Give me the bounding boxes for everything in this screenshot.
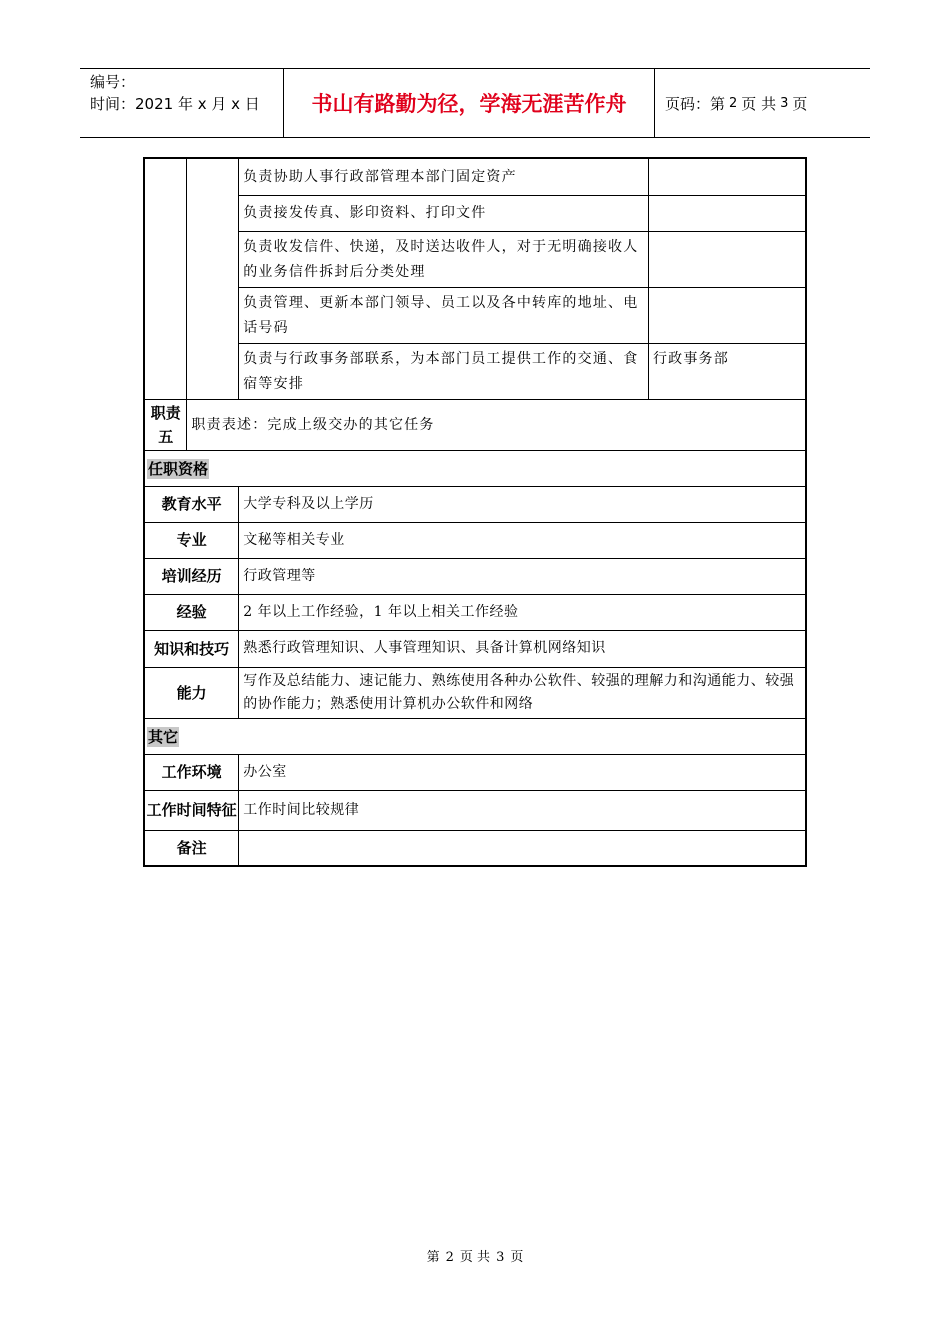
duty-dept: 行政事务部 (648, 343, 806, 399)
qualification-row (144, 594, 806, 630)
qualification-label: 经验 (144, 594, 239, 630)
duty-text: 负责收发信件、快递，及时送达收件人，对于无明确接收人的业务信件拆封后分类处理 (239, 231, 649, 287)
duty-five-statement: 职责表述：完成上级交办的其它任务 (187, 399, 806, 450)
header-page-number (655, 69, 870, 137)
qualification-value: 熟悉行政管理知识、人事管理知识、具备计算机网络知识 (239, 630, 806, 667)
duty-dept (648, 195, 806, 231)
header-meta (80, 69, 283, 137)
qualification-value: 行政管理等 (239, 558, 806, 594)
qualification-value: 大学专科及以上学历 (239, 486, 806, 522)
qualification-row (144, 486, 806, 522)
other-label: 工作时间特征 (144, 790, 239, 830)
page-current: 2 (729, 95, 738, 111)
other-label: 备注 (144, 830, 239, 866)
duty-category-cell (187, 158, 239, 399)
qualification-label: 培训经历 (144, 558, 239, 594)
page-suffix: 页 (792, 94, 808, 113)
code-label: 编号： (90, 73, 136, 91)
duty-dept (648, 158, 806, 195)
duty-dept (648, 287, 806, 343)
other-row (144, 754, 806, 790)
duty-text: 负责管理、更新本部门领导、员工以及各中转库的地址、电话号码 (239, 287, 649, 343)
page-mid: 页 共 (741, 94, 777, 113)
other-value: 办公室 (239, 754, 806, 790)
other-row (144, 830, 806, 866)
duty-five-label: 职责五 (144, 399, 187, 450)
section-row (144, 450, 806, 486)
footer-current: 2 (445, 1250, 454, 1265)
duty-row (144, 287, 806, 343)
duty-number-cell (144, 158, 187, 399)
page-total: 3 (780, 95, 789, 111)
footer-total: 3 (496, 1250, 505, 1265)
qualification-label: 教育水平 (144, 486, 239, 522)
other-row (144, 790, 806, 830)
qualification-value: 写作及总结能力、速记能力、熟练使用各种办公软件、较强的理解力和沟通能力、较强的协作能力；熟悉使用计算机办公软件和网络 (239, 667, 806, 718)
qualification-row (144, 522, 806, 558)
duty-row (144, 195, 806, 231)
duty-five-row (144, 399, 806, 450)
header-motto: 书山有路勤为径，学海无涯苦作舟 (283, 69, 655, 137)
other-value: 工作时间比较规律 (239, 790, 806, 830)
qualification-row (144, 558, 806, 594)
section-title-other: 其它 (144, 718, 806, 754)
other-label: 工作环境 (144, 754, 239, 790)
footer-prefix: 第 (426, 1250, 440, 1265)
time-label: 时间： (90, 95, 136, 113)
qualification-label: 专业 (144, 522, 239, 558)
duty-row (144, 343, 806, 399)
page-footer (0, 1246, 950, 1265)
duty-row (144, 231, 806, 287)
footer-suffix: 页 (510, 1250, 524, 1265)
page-prefix: 页码：第 (665, 94, 726, 113)
duty-text: 负责协助人事行政部管理本部门固定资产 (239, 158, 649, 195)
qualification-value: 2 年以上工作经验，1 年以上相关工作经验 (239, 594, 806, 630)
section-title-qualifications: 任职资格 (144, 450, 806, 486)
qualification-label: 能力 (144, 667, 239, 718)
duty-dept (648, 231, 806, 287)
job-description-table (143, 157, 807, 867)
duty-text: 负责与行政事务部联系，为本部门员工提供工作的交通、食宿等安排 (239, 343, 649, 399)
other-value (239, 830, 806, 866)
qualification-row (144, 667, 806, 718)
time-value: 2021 年 x 月 x 日 (135, 95, 260, 113)
qualification-label: 知识和技巧 (144, 630, 239, 667)
footer-mid: 页 共 (459, 1250, 491, 1265)
duty-row (144, 158, 806, 195)
duty-text: 负责接发传真、影印资料、打印文件 (239, 195, 649, 231)
qualification-row (144, 630, 806, 667)
qualification-value: 文秘等相关专业 (239, 522, 806, 558)
time-line (90, 93, 283, 115)
page-header (80, 68, 870, 138)
section-row (144, 718, 806, 754)
